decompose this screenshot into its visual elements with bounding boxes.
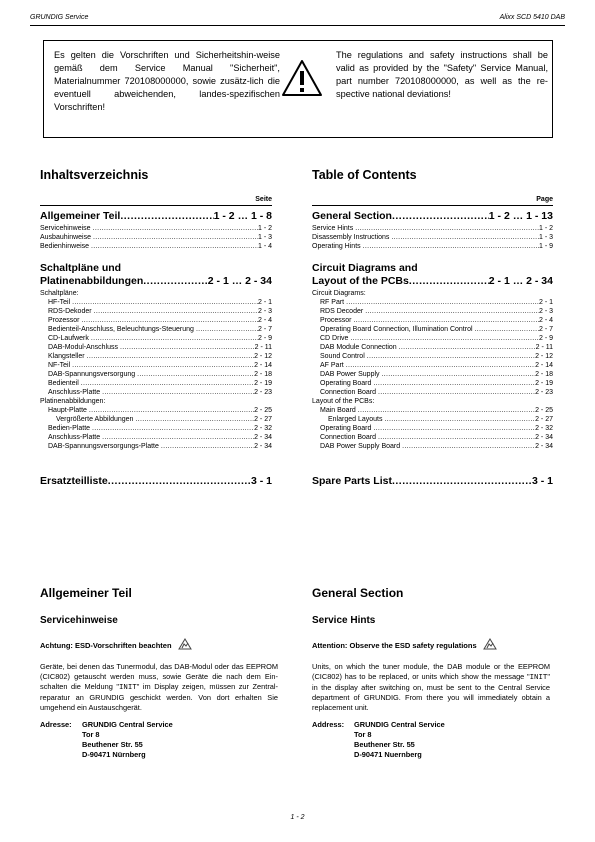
toc-entry[interactable] xyxy=(312,316,553,325)
toc-entry[interactable] xyxy=(40,361,272,370)
toc-entry-title: Connection Board xyxy=(320,434,377,441)
toc-entry-title: Connection Board xyxy=(320,389,377,396)
toc-entry-title: Processor xyxy=(320,317,352,324)
toc-entry-title: Bedien-Platte xyxy=(48,425,91,432)
toc-entry-page: 2 - 12 xyxy=(254,353,272,360)
address-en: GRUNDIG Central Service Tor 8 Beuthener Str. 55 D-90471 Nuernberg xyxy=(354,720,445,759)
toc-entry[interactable] xyxy=(40,433,272,442)
toc-en-title: Table of Contents xyxy=(312,168,417,182)
toc-de-section-3[interactable]: Ersatzteilliste ..... 3 - 1 xyxy=(40,475,272,487)
toc-entry[interactable] xyxy=(40,298,272,307)
toc-entry[interactable] xyxy=(312,343,553,352)
toc-entry-leader xyxy=(87,406,254,415)
toc-entry-leader xyxy=(89,334,258,343)
toc-entry-title: AF Part xyxy=(320,362,344,369)
toc-entry-title: RF Part xyxy=(320,299,345,306)
toc-entry[interactable] xyxy=(312,325,553,334)
service-hints-en-body: Units, on which the tuner module, the DAB module or the EEPROM (CIC802) has to be replaced, or units which show the message "INIT" in the display after switching on, must be sent to the Central Service department of GRUNDIG. From there you will immediately obtain a replacement unit. xyxy=(312,662,550,712)
toc-en-group-boards: Layout of the PCBs: xyxy=(312,398,375,405)
toc-entry-title: Haupt-Platte xyxy=(48,407,87,414)
toc-entry-leader xyxy=(194,325,258,334)
toc-entry-leader xyxy=(371,424,535,433)
toc-entry-page: 2 - 4 xyxy=(257,317,272,324)
service-hints-en-title: Service Hints xyxy=(312,615,376,626)
toc-entry-title: Operating Board xyxy=(320,380,372,387)
toc-de-section-2[interactable]: Platinenabbildungen ..... 2 - 1 … 2 - 34 xyxy=(40,275,272,287)
toc-entry-leader xyxy=(89,242,258,251)
address-de: GRUNDIG Central Service Tor 8 Beuthener Str. 55 D-90471 Nürnberg xyxy=(82,720,173,759)
toc-entry-title: DAB Power Supply Board xyxy=(320,443,401,450)
toc-entry[interactable] xyxy=(40,343,272,352)
toc-entry-leader xyxy=(361,242,539,251)
toc-entry-page: 2 - 7 xyxy=(257,326,272,333)
toc-entry-title: CD-Laufwerk xyxy=(48,335,89,342)
toc-entry-page: 2 - 34 xyxy=(535,443,553,450)
toc-entry-leader xyxy=(70,361,254,370)
toc-entry-page: 2 - 14 xyxy=(535,362,553,369)
toc-entry-title: Vergrößerte Abbildungen xyxy=(56,416,134,423)
toc-entry-title: Anschluss-Platte xyxy=(48,389,101,396)
toc-entry-leader xyxy=(348,334,539,343)
header-rule xyxy=(30,25,565,26)
toc-entry-leader xyxy=(100,433,254,442)
toc-entry-leader xyxy=(363,307,539,316)
toc-entry-leader xyxy=(397,343,536,352)
toc-entry[interactable] xyxy=(312,388,553,397)
toc-entry[interactable] xyxy=(312,298,553,307)
toc-entry[interactable] xyxy=(312,424,553,433)
toc-entry-page: 2 - 27 xyxy=(254,416,272,423)
toc-entry-title: DAB-Modul-Anschluss xyxy=(48,344,119,351)
toc-entry-page: 2 - 25 xyxy=(535,407,553,414)
toc-entry-title: DAB-Spannungsversorgung xyxy=(48,371,136,378)
toc-entry-title: DAB Module Connection xyxy=(320,344,397,351)
toc-entry-leader xyxy=(376,388,535,397)
toc-entry-page: 2 - 34 xyxy=(254,443,272,450)
address-label-de: Adresse: xyxy=(40,720,72,729)
toc-entry[interactable] xyxy=(312,242,553,251)
toc-entry[interactable] xyxy=(312,370,553,379)
warning-text-en: The regulations and safety instructions shall be valid as provided by the "Safety" Service Manual, part number 720108000000, as well as the re-spective national deviations! xyxy=(336,50,548,99)
toc-entry-leader xyxy=(100,388,254,397)
general-en-title: General Section xyxy=(312,586,404,600)
toc-entry[interactable] xyxy=(312,379,553,388)
toc-en-section-2-line1: Circuit Diagrams and xyxy=(312,262,418,274)
toc-entry[interactable] xyxy=(312,224,553,233)
toc-entry[interactable] xyxy=(312,415,553,424)
toc-entry-page: 2 - 1 xyxy=(538,299,553,306)
toc-entry-leader xyxy=(91,224,258,233)
toc-entry-page: 2 - 18 xyxy=(254,371,272,378)
toc-entry-page: 1 - 4 xyxy=(257,243,272,250)
toc-entry-title: HF-Teil xyxy=(48,299,71,306)
toc-entry-leader xyxy=(353,224,539,233)
toc-entry-page: 1 - 3 xyxy=(257,234,272,241)
toc-entry-page: 2 - 23 xyxy=(535,389,553,396)
toc-entry[interactable] xyxy=(40,415,272,424)
toc-entry-leader xyxy=(344,361,535,370)
toc-de-section-1[interactable]: Allgemeiner Teil ..... 1 - 2 … 1 - 8 xyxy=(40,210,272,222)
toc-entry-leader xyxy=(133,415,254,424)
toc-entry-title: Main Board xyxy=(320,407,356,414)
header-left: GRUNDIG Service xyxy=(30,14,89,21)
toc-entry-leader xyxy=(365,352,535,361)
toc-entry-page: 2 - 25 xyxy=(254,407,272,414)
toc-en xyxy=(312,168,553,498)
toc-entry-leader xyxy=(90,424,254,433)
toc-entry-title: Servicehinweise xyxy=(40,225,91,232)
general-de-title: Allgemeiner Teil xyxy=(40,586,132,600)
toc-entry[interactable] xyxy=(312,406,553,415)
toc-entry-leader xyxy=(371,379,535,388)
toc-entry-page: 1 - 2 xyxy=(538,225,553,232)
toc-entry-page: 2 - 19 xyxy=(254,380,272,387)
toc-entry-title: DAB Power Supply xyxy=(320,371,380,378)
toc-entry-page: 2 - 3 xyxy=(538,308,553,315)
toc-entry-title: Operating Board Connection, Illumination Control xyxy=(320,326,473,333)
toc-entry-title: Enlarged Layouts xyxy=(328,416,383,423)
toc-entry-title: CD Drive xyxy=(320,335,349,342)
toc-entry-leader xyxy=(344,298,539,307)
toc-en-rule xyxy=(312,205,553,206)
toc-entry-title: NF-Teil xyxy=(48,362,71,369)
toc-entry[interactable] xyxy=(40,242,272,251)
service-hints-de-title: Servicehinweise xyxy=(40,615,118,626)
toc-entry-leader xyxy=(70,298,258,307)
toc-entry-page: 2 - 32 xyxy=(254,425,272,432)
toc-en-group-diagrams: Circuit Diagrams: xyxy=(312,290,366,297)
toc-entry[interactable] xyxy=(40,370,272,379)
toc-entry-leader xyxy=(159,442,254,451)
toc-entry-leader xyxy=(380,370,536,379)
toc-de-title: Inhaltsverzeichnis xyxy=(40,168,149,182)
toc-de-page-label: Seite xyxy=(255,196,272,203)
toc-entry[interactable] xyxy=(312,334,553,343)
warning-text-de: Es gelten die Vorschriften und Sicherheitshin-weise gemäß dem Service Manual "Sicherheit", Materialnummer 720108000000, sowie zusätz-lich die eventuell abweichenden, landes-spezifischen Vorschriften! xyxy=(54,50,280,112)
toc-entry[interactable] xyxy=(40,442,272,451)
toc-entry-page: 2 - 7 xyxy=(538,326,553,333)
toc-entry[interactable] xyxy=(40,388,272,397)
toc-entry[interactable] xyxy=(40,307,272,316)
toc-entry-title: Operating Hints xyxy=(312,243,361,250)
toc-entry-title: Klangsteller xyxy=(48,353,85,360)
toc-entry-title: Ausbauhinweise xyxy=(40,234,91,241)
toc-de-section-2-line1: Schaltpläne und xyxy=(40,262,122,274)
toc-de-group-schematics: Schaltpläne: xyxy=(40,290,79,297)
toc-entry[interactable] xyxy=(312,352,553,361)
toc-entry-page: 2 - 4 xyxy=(538,317,553,324)
toc-entry-page: 2 - 34 xyxy=(254,434,272,441)
esd-hand-icon xyxy=(483,638,497,650)
toc-entry[interactable] xyxy=(312,233,553,242)
toc-entry-page: 2 - 18 xyxy=(535,371,553,378)
toc-entry-page: 2 - 19 xyxy=(535,380,553,387)
toc-entry-title: Operating Board xyxy=(320,425,372,432)
toc-entry-leader xyxy=(389,233,539,242)
toc-entry-leader xyxy=(91,233,258,242)
toc-entry-page: 2 - 1 xyxy=(257,299,272,306)
toc-entry[interactable] xyxy=(40,352,272,361)
header-right: Alixx SCD 5410 DAB xyxy=(499,14,565,21)
toc-entry-leader xyxy=(382,415,535,424)
esd-attention-de: Achtung: ESD-Vorschriften beachten xyxy=(40,638,192,650)
address-label-en: Address: xyxy=(312,720,345,729)
toc-entry-title: Bedienteil xyxy=(48,380,79,387)
toc-entry[interactable] xyxy=(312,442,553,451)
toc-de-rule xyxy=(40,205,272,206)
esd-attention-en: Attention: Observe the ESD safety regulations xyxy=(312,638,497,650)
toc-entry-page: 1 - 3 xyxy=(538,234,553,241)
toc-entry-title: Disassembly Instructions xyxy=(312,234,390,241)
warning-triangle-icon xyxy=(281,59,323,97)
toc-entry-page: 2 - 34 xyxy=(535,434,553,441)
toc-entry-leader xyxy=(356,406,535,415)
toc-entry-leader xyxy=(473,325,539,334)
toc-entry-page: 2 - 3 xyxy=(257,308,272,315)
toc-entry-title: RDS Decoder xyxy=(320,308,364,315)
toc-entry-page: 2 - 32 xyxy=(535,425,553,432)
toc-entry-leader xyxy=(79,379,254,388)
toc-entry-page: 1 - 2 xyxy=(257,225,272,232)
toc-entry-title: Bedienhinweise xyxy=(40,243,90,250)
toc-en-page-label: Page xyxy=(536,196,553,203)
toc-entry-page: 2 - 9 xyxy=(538,335,553,342)
toc-entry-leader xyxy=(135,370,254,379)
toc-entry-leader xyxy=(352,316,539,325)
toc-entry-leader xyxy=(118,343,255,352)
toc-en-section-2[interactable]: Layout of the PCBs ..... 2 - 1 … 2 - 34 xyxy=(312,275,553,287)
toc-en-section-3[interactable]: Spare Parts List ..... 3 - 1 xyxy=(312,475,553,487)
toc-entry-leader xyxy=(85,352,255,361)
toc-entry-title: RDS-Dekoder xyxy=(48,308,92,315)
toc-entry[interactable] xyxy=(40,334,272,343)
toc-entry-page: 2 - 9 xyxy=(257,335,272,342)
toc-entry[interactable] xyxy=(40,424,272,433)
toc-entry-title: Sound Control xyxy=(320,353,365,360)
toc-entry[interactable] xyxy=(40,406,272,415)
toc-entry-leader xyxy=(92,307,258,316)
toc-entry-page: 1 - 9 xyxy=(538,243,553,250)
toc-entry-title: DAB-Spannungsversorgungs-Platte xyxy=(48,443,159,450)
toc-entry[interactable] xyxy=(40,233,272,242)
toc-entry-title: Bedienteil-Anschluss, Beleuchtungs-Steuerung xyxy=(48,326,194,333)
toc-entry-page: 2 - 11 xyxy=(254,344,272,351)
toc-entry-page: 2 - 12 xyxy=(535,353,553,360)
toc-entry-page: 2 - 14 xyxy=(254,362,272,369)
toc-entry[interactable] xyxy=(40,316,272,325)
toc-entry-leader xyxy=(376,433,535,442)
toc-entry[interactable] xyxy=(40,224,272,233)
toc-entry-title: Anschluss-Platte xyxy=(48,434,101,441)
safety-warning-box xyxy=(43,40,553,138)
toc-entry[interactable] xyxy=(40,325,272,334)
toc-entry[interactable] xyxy=(40,379,272,388)
toc-entry-page: 2 - 23 xyxy=(254,389,272,396)
esd-hand-icon xyxy=(178,638,192,650)
toc-entry-leader xyxy=(80,316,258,325)
page-number: 1 - 2 xyxy=(290,814,305,821)
toc-entry[interactable] xyxy=(312,433,553,442)
toc-entry-title: Prozessor xyxy=(48,317,80,324)
toc-entry-leader xyxy=(400,442,535,451)
toc-entry-page: 2 - 27 xyxy=(535,416,553,423)
toc-entry[interactable] xyxy=(312,361,553,370)
toc-de-group-boards: Platinenabbildungen: xyxy=(40,398,106,405)
service-hints-de-body: Geräte, bei denen das Tunermodul, das DAB-Modul oder das EEPROM (CIC802) getauscht werden muss, sowie Geräte die nach dem Ein-schalten die Meldung "INIT" im Display zeigen, müssen zur Zentral-reparatur an GRUNDIG geschickt werden. Von dort erhalten Sie umgehend ein Austauschgerät. xyxy=(40,662,278,712)
toc-entry-title: Service Hints xyxy=(312,225,354,232)
toc-entry-page: 2 - 11 xyxy=(535,344,553,351)
toc-de xyxy=(40,168,272,498)
toc-en-section-1[interactable]: General Section ..... 1 - 2 … 1 - 13 xyxy=(312,210,553,222)
toc-entry[interactable] xyxy=(312,307,553,316)
